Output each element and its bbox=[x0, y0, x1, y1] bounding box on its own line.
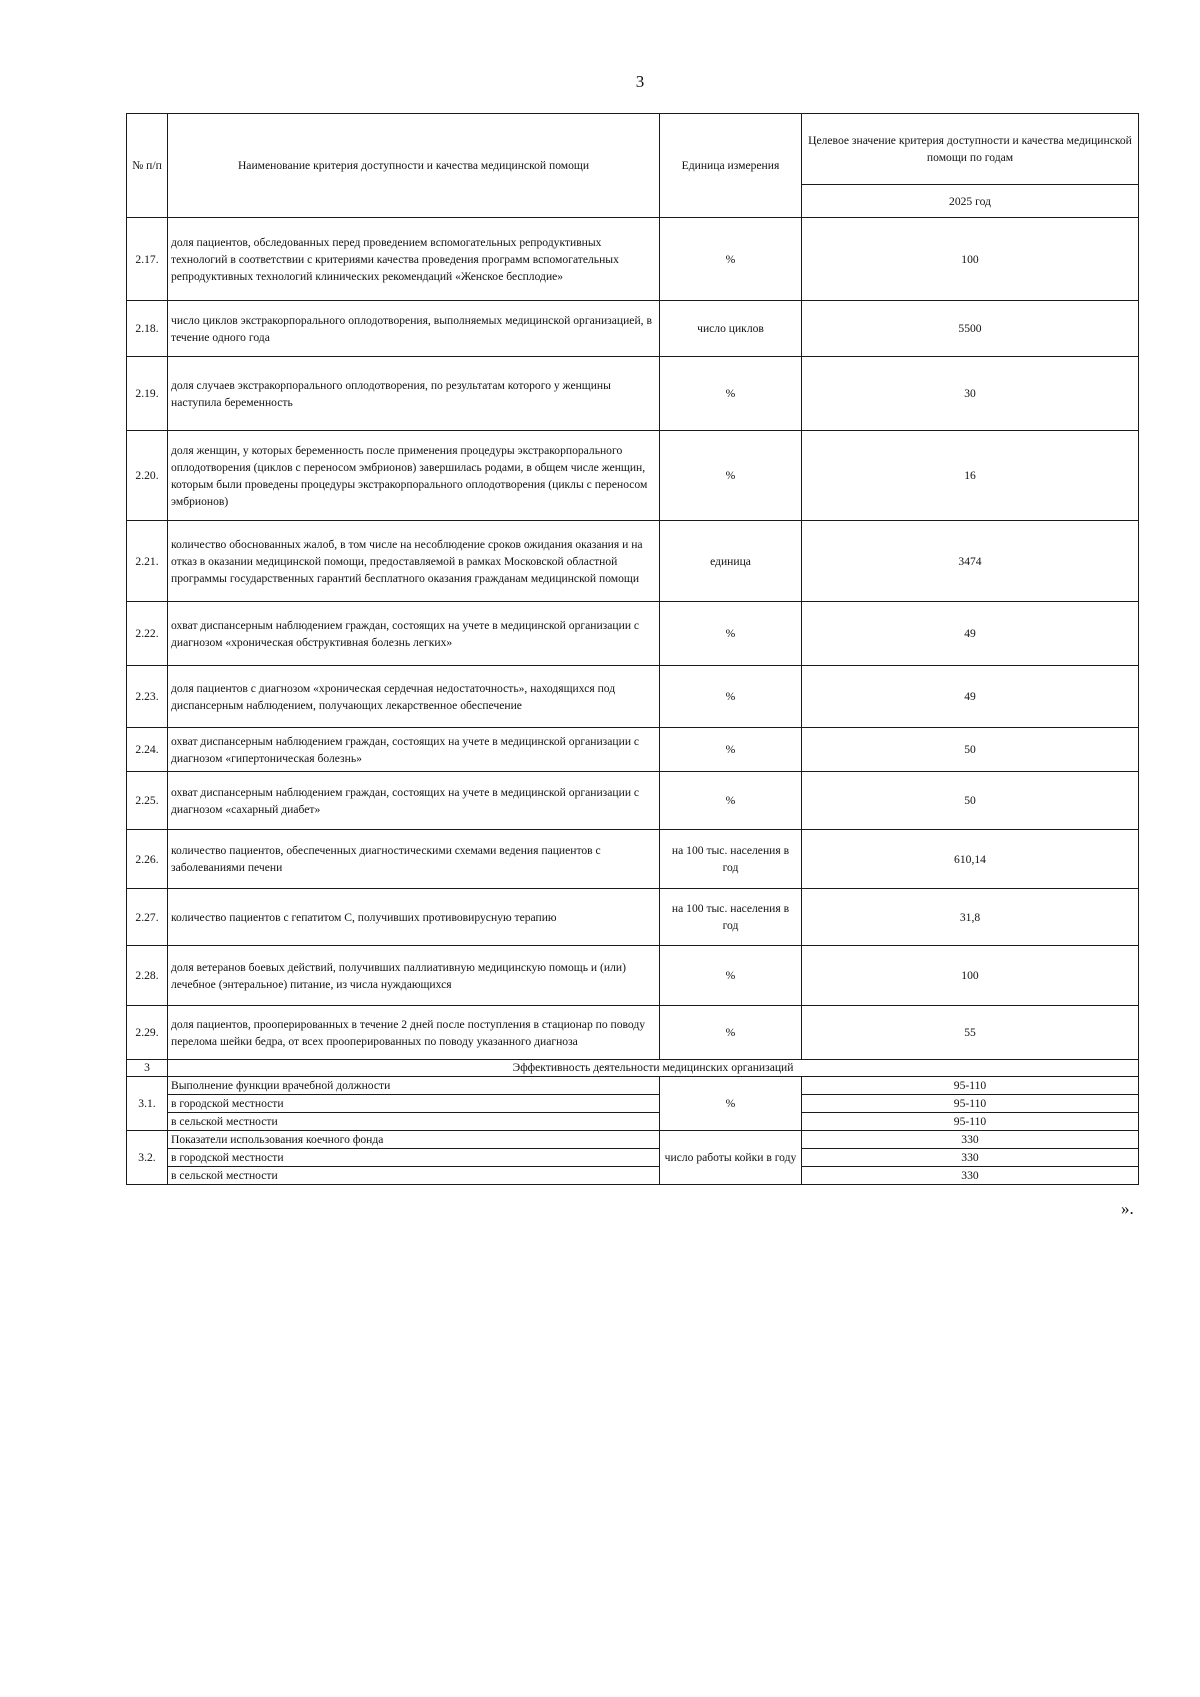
row-value: 610,14 bbox=[802, 830, 1139, 889]
table-row bbox=[127, 830, 1139, 889]
row-number: 2.26. bbox=[127, 830, 168, 889]
row-number: 2.29. bbox=[127, 1006, 168, 1060]
row-unit: % bbox=[660, 1006, 802, 1060]
row-name: доля пациентов с диагнозом «хроническая сердечная недостаточность», находящихся под диспансерным наблюдением, получающих лекарственное обеспечение bbox=[168, 666, 660, 728]
row-name: доля женщин, у которых беременность после применения процедуры экстракорпорального оплодотворения (циклов с переносом эмбрионов) завершилась родами, в общем числе женщин, которым были проведены процедуры экстракорпорального оплодотворения (циклы с переносом эмбрионов) bbox=[168, 431, 660, 521]
row-value: 95-110 bbox=[802, 1095, 1139, 1113]
header-unit: Единица измерения bbox=[660, 114, 802, 218]
table-row bbox=[127, 772, 1139, 830]
row-number: 2.22. bbox=[127, 602, 168, 666]
header-target: Целевое значение критерия доступности и качества медицинской помощи по годам bbox=[802, 114, 1139, 185]
row-value: 55 bbox=[802, 1006, 1139, 1060]
row-number: 2.21. bbox=[127, 521, 168, 602]
header-year: 2025 год bbox=[802, 185, 1139, 218]
table-row bbox=[127, 1149, 1139, 1167]
row-value: 16 bbox=[802, 431, 1139, 521]
row-unit: единица bbox=[660, 521, 802, 602]
table-row bbox=[127, 431, 1139, 521]
row-unit: % bbox=[660, 772, 802, 830]
table-row bbox=[127, 602, 1139, 666]
section-number: 3 bbox=[127, 1060, 168, 1077]
row-value: 330 bbox=[802, 1167, 1139, 1185]
table-row bbox=[127, 1131, 1139, 1149]
row-number: 2.28. bbox=[127, 946, 168, 1006]
row-number: 2.17. bbox=[127, 218, 168, 301]
row-number: 2.25. bbox=[127, 772, 168, 830]
table-row bbox=[127, 1113, 1139, 1131]
row-value: 95-110 bbox=[802, 1077, 1139, 1095]
row-name: охват диспансерным наблюдением граждан, состоящих на учете в медицинской организации с диагнозом «гипертоническая болезнь» bbox=[168, 728, 660, 772]
row-value: 5500 bbox=[802, 301, 1139, 357]
row-unit: число работы койки в году bbox=[660, 1131, 802, 1185]
row-value: 50 bbox=[802, 728, 1139, 772]
row-unit: % bbox=[660, 218, 802, 301]
row-name: охват диспансерным наблюдением граждан, состоящих на учете в медицинской организации с диагнозом «хроническая обструктивная болезнь легких» bbox=[168, 602, 660, 666]
row-value: 49 bbox=[802, 602, 1139, 666]
row-unit: на 100 тыс. населения в год bbox=[660, 889, 802, 946]
table-row bbox=[127, 357, 1139, 431]
row-value: 50 bbox=[802, 772, 1139, 830]
row-number: 2.19. bbox=[127, 357, 168, 431]
row-name: охват диспансерным наблюдением граждан, состоящих на учете в медицинской организации с диагнозом «сахарный диабет» bbox=[168, 772, 660, 830]
row-unit: на 100 тыс. населения в год bbox=[660, 830, 802, 889]
row-value: 100 bbox=[802, 946, 1139, 1006]
row-number: 2.24. bbox=[127, 728, 168, 772]
table-row bbox=[127, 301, 1139, 357]
table-row bbox=[127, 521, 1139, 602]
row-value: 49 bbox=[802, 666, 1139, 728]
table-row bbox=[127, 666, 1139, 728]
row-name: количество пациентов с гепатитом С, получивших противовирусную терапию bbox=[168, 889, 660, 946]
row-unit: % bbox=[660, 1077, 802, 1131]
page-number: 3 bbox=[635, 72, 645, 91]
row-name: Выполнение функции врачебной должности bbox=[168, 1077, 660, 1095]
table-row bbox=[127, 889, 1139, 946]
table-header-row bbox=[127, 114, 1139, 185]
row-name: доля случаев экстракорпорального оплодотворения, по результатам которого у женщины наступила беременность bbox=[168, 357, 660, 431]
row-unit: % bbox=[660, 602, 802, 666]
row-number: 2.18. bbox=[127, 301, 168, 357]
table-row bbox=[127, 1167, 1139, 1185]
section-title: Эффективность деятельности медицинских организаций bbox=[168, 1060, 1139, 1077]
row-name: доля ветеранов боевых действий, получивших паллиативную медицинскую помощь и (или) лечебное (энтеральное) питание, из числа нуждающихся bbox=[168, 946, 660, 1006]
row-value: 95-110 bbox=[802, 1113, 1139, 1131]
section-row bbox=[127, 1060, 1139, 1077]
row-name: доля пациентов, обследованных перед проведением вспомогательных репродуктивных технологий в соответствии с критериями качества проведения программ вспомогательных репродуктивных технологий клинических рекомендаций «Женское бесплодие» bbox=[168, 218, 660, 301]
header-name: Наименование критерия доступности и качества медицинской помощи bbox=[168, 114, 660, 218]
row-name: в сельской местности bbox=[168, 1167, 660, 1185]
row-unit: % bbox=[660, 431, 802, 521]
row-value: 100 bbox=[802, 218, 1139, 301]
row-unit: % bbox=[660, 666, 802, 728]
row-number: 3.1. bbox=[127, 1077, 168, 1131]
table-row bbox=[127, 1095, 1139, 1113]
table-row bbox=[127, 946, 1139, 1006]
row-name: в городской местности bbox=[168, 1149, 660, 1167]
row-name: Показатели использования коечного фонда bbox=[168, 1131, 660, 1149]
row-unit: % bbox=[660, 946, 802, 1006]
row-name: количество пациентов, обеспеченных диагностическими схемами ведения пациентов с заболеваниями печени bbox=[168, 830, 660, 889]
table-row bbox=[127, 218, 1139, 301]
row-number: 2.27. bbox=[127, 889, 168, 946]
row-number: 2.20. bbox=[127, 431, 168, 521]
closing-quote-mark: ». bbox=[1121, 1199, 1134, 1218]
row-name: количество обоснованных жалоб, в том числе на несоблюдение сроков ожидания оказания и на отказ в оказании медицинской помощи, предоставляемой в рамках Московской областной программы государственных гарантий бесплатного оказания гражданам медицинской помощи bbox=[168, 521, 660, 602]
row-name: в городской местности bbox=[168, 1095, 660, 1113]
row-value: 330 bbox=[802, 1149, 1139, 1167]
row-unit: число циклов bbox=[660, 301, 802, 357]
row-value: 3474 bbox=[802, 521, 1139, 602]
row-value: 330 bbox=[802, 1131, 1139, 1149]
row-name: доля пациентов, прооперированных в течение 2 дней после поступления в стационар по поводу перелома шейки бедра, от всех прооперированных по поводу указанного диагноза bbox=[168, 1006, 660, 1060]
row-number: 3.2. bbox=[127, 1131, 168, 1185]
row-unit: % bbox=[660, 728, 802, 772]
table-row bbox=[127, 728, 1139, 772]
row-unit: % bbox=[660, 357, 802, 431]
header-num: № п/п bbox=[127, 114, 168, 218]
criteria-table bbox=[126, 113, 1139, 1185]
row-value: 30 bbox=[802, 357, 1139, 431]
table-row bbox=[127, 1006, 1139, 1060]
row-name: число циклов экстракорпорального оплодотворения, выполняемых медицинской организацией, в течение одного года bbox=[168, 301, 660, 357]
row-name: в сельской местности bbox=[168, 1113, 660, 1131]
table-row bbox=[127, 1077, 1139, 1095]
row-value: 31,8 bbox=[802, 889, 1139, 946]
row-number: 2.23. bbox=[127, 666, 168, 728]
